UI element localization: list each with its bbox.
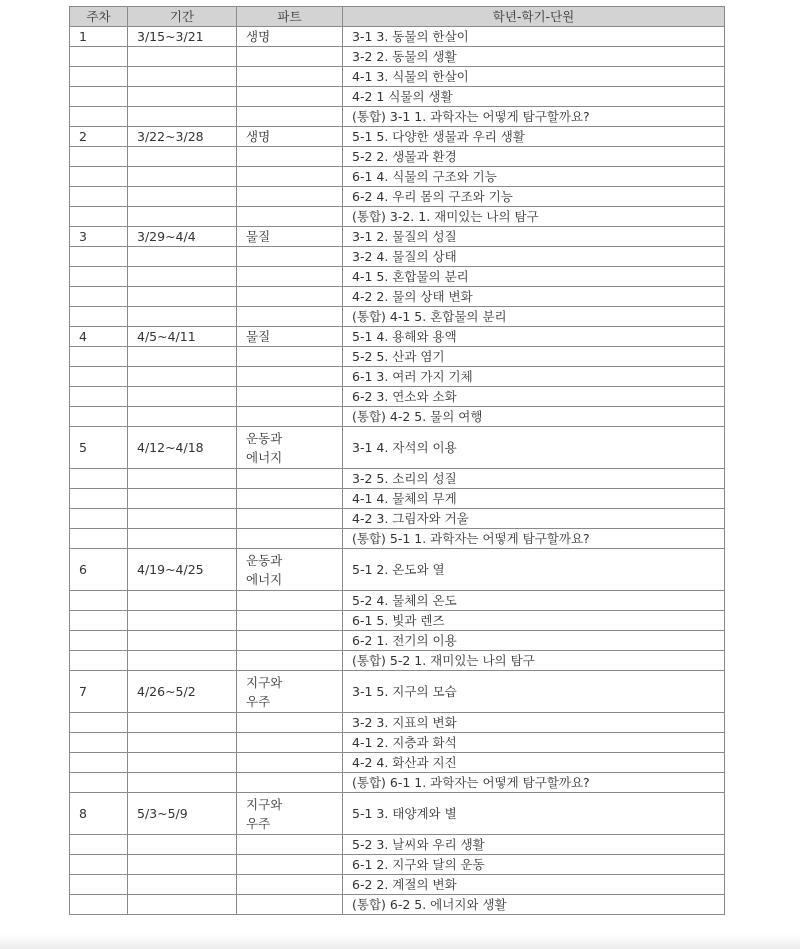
unit-cell: 4-2 1 식물의 생활 xyxy=(343,87,725,107)
table-row xyxy=(70,127,725,147)
unit-cell: (통합) 3-1 1. 과학자는 어떻게 탐구할까요? xyxy=(343,107,725,127)
week-cell xyxy=(70,387,128,407)
week-cell: 3 xyxy=(70,227,128,247)
week-cell xyxy=(70,87,128,107)
week-cell xyxy=(70,611,128,631)
unit-cell: 5-2 5. 산과 염기 xyxy=(343,347,725,367)
table-row xyxy=(70,327,725,347)
period-cell: 4/26~5/2 xyxy=(128,671,237,713)
period-cell xyxy=(128,489,237,509)
week-cell xyxy=(70,167,128,187)
week-cell xyxy=(70,713,128,733)
part-cell xyxy=(237,327,343,347)
part-cell xyxy=(237,427,343,469)
unit-cell: (통합) 6-1 1. 과학자는 어떻게 탐구할까요? xyxy=(343,773,725,793)
part-cell xyxy=(237,793,343,835)
part-label: 운동과 xyxy=(246,552,283,568)
week-cell xyxy=(70,47,128,67)
week-cell xyxy=(70,651,128,671)
table-row xyxy=(70,489,725,509)
unit-cell: 4-1 3. 식물의 한살이 xyxy=(343,67,725,87)
table-row xyxy=(70,835,725,855)
week-cell xyxy=(70,247,128,267)
part-label: 지구와 xyxy=(246,796,283,812)
table-row xyxy=(70,631,725,651)
period-cell: 4/12~4/18 xyxy=(128,427,237,469)
period-cell xyxy=(128,733,237,753)
part-cell xyxy=(237,87,343,107)
part-label: 에너지 xyxy=(246,571,283,587)
period-cell xyxy=(128,387,237,407)
part-cell xyxy=(237,591,343,611)
week-cell xyxy=(70,67,128,87)
table-row xyxy=(70,207,725,227)
table-row xyxy=(70,367,725,387)
unit-cell: 6-1 2. 지구와 달의 운동 xyxy=(343,855,725,875)
week-cell: 6 xyxy=(70,549,128,591)
part-cell xyxy=(237,489,343,509)
part-cell xyxy=(237,773,343,793)
part-cell xyxy=(237,347,343,367)
part-cell xyxy=(237,107,343,127)
period-cell xyxy=(128,147,237,167)
header-period: 기간 xyxy=(128,7,237,27)
part-cell xyxy=(237,549,343,591)
unit-cell: 6-1 3. 여러 가지 기체 xyxy=(343,367,725,387)
schedule-table xyxy=(69,6,725,915)
week-cell xyxy=(70,107,128,127)
unit-cell: 3-2 2. 동물의 생활 xyxy=(343,47,725,67)
part-cell xyxy=(237,855,343,875)
week-cell xyxy=(70,347,128,367)
period-cell xyxy=(128,509,237,529)
unit-cell: 4-1 2. 지층과 화석 xyxy=(343,733,725,753)
table-row xyxy=(70,187,725,207)
period-cell: 3/29~4/4 xyxy=(128,227,237,247)
period-cell xyxy=(128,287,237,307)
table-row xyxy=(70,67,725,87)
part-cell xyxy=(237,713,343,733)
table-row xyxy=(70,287,725,307)
table-row xyxy=(70,307,725,327)
table-row xyxy=(70,107,725,127)
table-row xyxy=(70,875,725,895)
unit-cell: 3-1 2. 물질의 성질 xyxy=(343,227,725,247)
week-cell xyxy=(70,835,128,855)
unit-cell: 5-2 2. 생물과 환경 xyxy=(343,147,725,167)
schedule-body xyxy=(70,27,725,915)
unit-cell: (통합) 4-2 5. 물의 여행 xyxy=(343,407,725,427)
table-row xyxy=(70,773,725,793)
unit-cell: 5-1 5. 다양한 생물과 우리 생활 xyxy=(343,127,725,147)
part-label: 지구와 xyxy=(246,674,283,690)
week-cell xyxy=(70,773,128,793)
week-cell xyxy=(70,753,128,773)
period-cell: 3/15~3/21 xyxy=(128,27,237,47)
part-label: 물질 xyxy=(246,328,271,344)
part-cell xyxy=(237,27,343,47)
unit-cell: 6-2 2. 계절의 변화 xyxy=(343,875,725,895)
part-cell xyxy=(237,187,343,207)
table-row xyxy=(70,267,725,287)
unit-cell: 6-1 5. 빛과 렌즈 xyxy=(343,611,725,631)
unit-cell: 5-1 3. 태양계와 별 xyxy=(343,793,725,835)
part-cell xyxy=(237,469,343,489)
period-cell xyxy=(128,469,237,489)
part-cell xyxy=(237,529,343,549)
unit-cell: 6-2 1. 전기의 이용 xyxy=(343,631,725,651)
part-cell xyxy=(237,753,343,773)
week-cell: 4 xyxy=(70,327,128,347)
table-row xyxy=(70,733,725,753)
table-row xyxy=(70,611,725,631)
part-cell xyxy=(237,67,343,87)
part-cell xyxy=(237,287,343,307)
unit-cell: 4-2 2. 물의 상태 변화 xyxy=(343,287,725,307)
header-row xyxy=(70,7,725,27)
unit-cell: 3-1 3. 동물의 한살이 xyxy=(343,27,725,47)
part-cell xyxy=(237,207,343,227)
period-cell xyxy=(128,347,237,367)
part-cell xyxy=(237,127,343,147)
week-cell xyxy=(70,529,128,549)
table-row xyxy=(70,529,725,549)
week-cell xyxy=(70,469,128,489)
unit-cell: 3-1 5. 지구의 모습 xyxy=(343,671,725,713)
part-cell xyxy=(237,387,343,407)
period-cell xyxy=(128,753,237,773)
period-cell xyxy=(128,895,237,915)
table-row xyxy=(70,427,725,469)
period-cell xyxy=(128,651,237,671)
table-row xyxy=(70,407,725,427)
week-cell xyxy=(70,287,128,307)
period-cell xyxy=(128,713,237,733)
header-unit: 학년-학기-단원 xyxy=(343,7,725,27)
period-cell xyxy=(128,367,237,387)
unit-cell: 3-2 4. 물질의 상태 xyxy=(343,247,725,267)
part-label: 생명 xyxy=(246,128,271,144)
week-cell xyxy=(70,267,128,287)
part-cell xyxy=(237,509,343,529)
week-cell xyxy=(70,509,128,529)
period-cell: 5/3~5/9 xyxy=(128,793,237,835)
header-week: 주차 xyxy=(70,7,128,27)
period-cell xyxy=(128,247,237,267)
unit-cell: 5-2 4. 물체의 온도 xyxy=(343,591,725,611)
period-cell: 4/5~4/11 xyxy=(128,327,237,347)
period-cell xyxy=(128,875,237,895)
unit-cell: (통합) 4-1 5. 혼합물의 분리 xyxy=(343,307,725,327)
table-row xyxy=(70,713,725,733)
period-cell xyxy=(128,267,237,287)
part-label: 생명 xyxy=(246,28,271,44)
unit-cell: 4-1 4. 물체의 무게 xyxy=(343,489,725,509)
part-label: 물질 xyxy=(246,228,271,244)
period-cell: 3/22~3/28 xyxy=(128,127,237,147)
table-row xyxy=(70,167,725,187)
part-cell xyxy=(237,167,343,187)
table-row xyxy=(70,387,725,407)
part-label: 우주 xyxy=(246,815,271,831)
part-label: 에너지 xyxy=(246,449,283,465)
table-row xyxy=(70,509,725,529)
period-cell xyxy=(128,107,237,127)
table-row xyxy=(70,753,725,773)
week-cell xyxy=(70,147,128,167)
period-cell xyxy=(128,855,237,875)
week-cell: 1 xyxy=(70,27,128,47)
table-row xyxy=(70,591,725,611)
unit-cell: 4-2 4. 화산과 지진 xyxy=(343,753,725,773)
period-cell xyxy=(128,207,237,227)
table-row xyxy=(70,793,725,835)
period-cell xyxy=(128,187,237,207)
unit-cell: 3-1 4. 자석의 이용 xyxy=(343,427,725,469)
period-cell xyxy=(128,167,237,187)
table-row xyxy=(70,47,725,67)
curriculum-sheet xyxy=(69,6,724,915)
table-row xyxy=(70,549,725,591)
part-cell xyxy=(237,611,343,631)
table-row xyxy=(70,247,725,267)
part-cell xyxy=(237,227,343,247)
part-cell xyxy=(237,407,343,427)
period-cell xyxy=(128,591,237,611)
unit-cell: 4-2 3. 그림자와 거울 xyxy=(343,509,725,529)
part-cell xyxy=(237,367,343,387)
week-cell xyxy=(70,367,128,387)
table-row xyxy=(70,87,725,107)
period-cell xyxy=(128,87,237,107)
week-cell: 2 xyxy=(70,127,128,147)
unit-cell: 6-2 3. 연소와 소화 xyxy=(343,387,725,407)
week-cell xyxy=(70,407,128,427)
unit-cell: 6-2 4. 우리 몸의 구조와 기능 xyxy=(343,187,725,207)
week-cell xyxy=(70,875,128,895)
table-row xyxy=(70,227,725,247)
week-cell xyxy=(70,631,128,651)
table-row xyxy=(70,347,725,367)
week-cell: 7 xyxy=(70,671,128,713)
week-cell xyxy=(70,307,128,327)
part-cell xyxy=(237,671,343,713)
period-cell: 4/19~4/25 xyxy=(128,549,237,591)
period-cell xyxy=(128,631,237,651)
period-cell xyxy=(128,407,237,427)
table-row xyxy=(70,27,725,47)
unit-cell: 3-2 3. 지표의 변화 xyxy=(343,713,725,733)
part-cell xyxy=(237,875,343,895)
table-row xyxy=(70,651,725,671)
week-cell xyxy=(70,895,128,915)
unit-cell: 5-1 4. 용해와 용액 xyxy=(343,327,725,347)
week-cell xyxy=(70,207,128,227)
part-cell xyxy=(237,267,343,287)
week-cell xyxy=(70,489,128,509)
period-cell xyxy=(128,773,237,793)
period-cell xyxy=(128,835,237,855)
part-cell xyxy=(237,733,343,753)
table-row xyxy=(70,671,725,713)
part-label: 우주 xyxy=(246,693,271,709)
period-cell xyxy=(128,611,237,631)
week-cell xyxy=(70,733,128,753)
part-cell xyxy=(237,631,343,651)
part-cell xyxy=(237,651,343,671)
unit-cell: 5-1 2. 온도와 열 xyxy=(343,549,725,591)
unit-cell: 4-1 5. 혼합물의 분리 xyxy=(343,267,725,287)
page-bottom-shade xyxy=(0,934,800,949)
period-cell xyxy=(128,529,237,549)
part-cell xyxy=(237,247,343,267)
unit-cell: (통합) 3-2. 1. 재미있는 나의 탐구 xyxy=(343,207,725,227)
header-part: 파트 xyxy=(237,7,343,27)
unit-cell: 3-2 5. 소리의 성질 xyxy=(343,469,725,489)
week-cell xyxy=(70,187,128,207)
week-cell: 5 xyxy=(70,427,128,469)
table-row xyxy=(70,469,725,489)
part-cell xyxy=(237,835,343,855)
period-cell xyxy=(128,67,237,87)
period-cell xyxy=(128,307,237,327)
part-cell xyxy=(237,147,343,167)
unit-cell: (통합) 5-1 1. 과학자는 어떻게 탐구할까요? xyxy=(343,529,725,549)
week-cell xyxy=(70,855,128,875)
table-row xyxy=(70,855,725,875)
part-label: 운동과 xyxy=(246,430,283,446)
part-cell xyxy=(237,307,343,327)
unit-cell: (통합) 5-2 1. 재미있는 나의 탐구 xyxy=(343,651,725,671)
table-row xyxy=(70,147,725,167)
unit-cell: 6-1 4. 식물의 구조와 기능 xyxy=(343,167,725,187)
table-row xyxy=(70,895,725,915)
unit-cell: 5-2 3. 날씨와 우리 생활 xyxy=(343,835,725,855)
part-cell xyxy=(237,47,343,67)
week-cell: 8 xyxy=(70,793,128,835)
unit-cell: (통합) 6-2 5. 에너지와 생활 xyxy=(343,895,725,915)
period-cell xyxy=(128,47,237,67)
week-cell xyxy=(70,591,128,611)
part-cell xyxy=(237,895,343,915)
